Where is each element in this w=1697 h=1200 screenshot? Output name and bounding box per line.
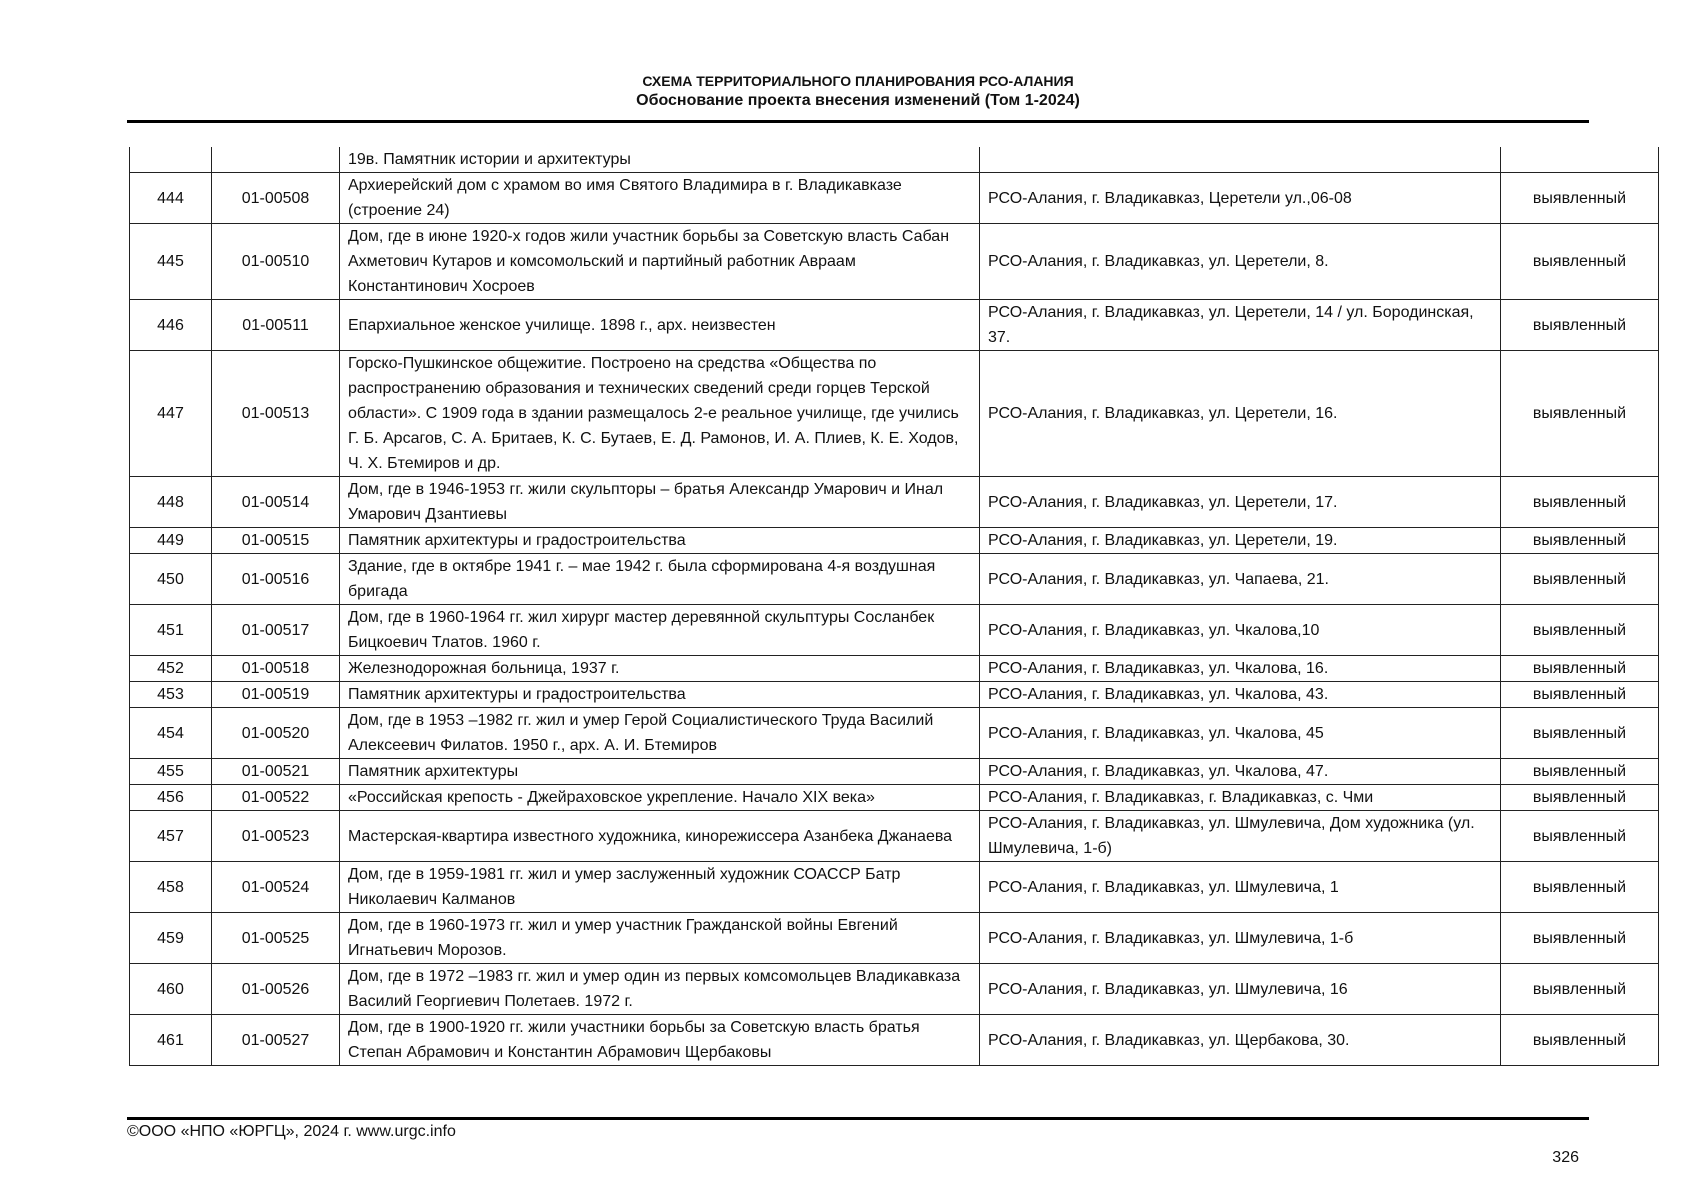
cell-number: 457 (130, 811, 212, 862)
cell-status: выявленный (1501, 759, 1659, 785)
cell-code: 01-00520 (212, 708, 340, 759)
cell-name: Архиерейский дом с храмом во имя Святого Владимира в г. Владикавказе (строение 24) (340, 173, 980, 224)
cell-number: 459 (130, 913, 212, 964)
cell-address: РСО-Алания, г. Владикавказ, ул. Чкалова, 16. (980, 656, 1501, 682)
cell-status: выявленный (1501, 224, 1659, 300)
cell-number: 449 (130, 528, 212, 554)
cell-name: Памятник архитектуры и градостроительства (340, 528, 980, 554)
cell-status: выявленный (1501, 913, 1659, 964)
table-row (130, 708, 1659, 759)
cell-number: 458 (130, 862, 212, 913)
cell-number: 446 (130, 300, 212, 351)
cell-code: 01-00515 (212, 528, 340, 554)
cell-code: 01-00521 (212, 759, 340, 785)
cell-name: «Российская крепость - Джейраховское укрепление. Начало XIX века» (340, 785, 980, 811)
cell-number: 452 (130, 656, 212, 682)
cell-code: 01-00516 (212, 554, 340, 605)
cell-address: РСО-Алания, г. Владикавказ, ул. Чкалова, 47. (980, 759, 1501, 785)
cell-code: 01-00513 (212, 351, 340, 477)
cell-status: выявленный (1501, 605, 1659, 656)
cell-number: 447 (130, 351, 212, 477)
cell-name: Железнодорожная больница, 1937 г. (340, 656, 980, 682)
cell-address: РСО-Алания, г. Владикавказ, ул. Щербакова, 30. (980, 1015, 1501, 1066)
cell-code: 01-00523 (212, 811, 340, 862)
table-row (130, 759, 1659, 785)
cell-name: Памятник архитектуры (340, 759, 980, 785)
cell-number: 456 (130, 785, 212, 811)
cell-code: 01-00510 (212, 224, 340, 300)
cell-status: выявленный (1501, 785, 1659, 811)
cell-status: выявленный (1501, 682, 1659, 708)
cell-number: 445 (130, 224, 212, 300)
cell-number: 448 (130, 477, 212, 528)
cell-address: РСО-Алания, г. Владикавказ, ул. Церетели, 8. (980, 224, 1501, 300)
cell-name: Дом, где в 1960-1964 гг. жил хирург мастер деревянной скульптуры Сосланбек Бицкоевич Тлатов. 1960 г. (340, 605, 980, 656)
table-row (130, 351, 1659, 477)
cell-name: Епархиальное женское училище. 1898 г., арх. неизвестен (340, 300, 980, 351)
cell-number: 455 (130, 759, 212, 785)
cell-address: РСО-Алания, г. Владикавказ, ул. Шмулевича, 16 (980, 964, 1501, 1015)
cell-code: 01-00508 (212, 173, 340, 224)
table-row (130, 785, 1659, 811)
cell-code: 01-00518 (212, 656, 340, 682)
table-row-continued (130, 147, 1659, 173)
table-row (130, 173, 1659, 224)
cell-status: выявленный (1501, 477, 1659, 528)
cell-address: РСО-Алания, г. Владикавказ, ул. Чкалова,10 (980, 605, 1501, 656)
cell-status: выявленный (1501, 528, 1659, 554)
cell-number (130, 147, 212, 173)
cell-address: РСО-Алания, г. Владикавказ, Церетели ул.,06-08 (980, 173, 1501, 224)
footer-divider (127, 1117, 1589, 1120)
cell-status: выявленный (1501, 964, 1659, 1015)
table-row (130, 224, 1659, 300)
cell-number: 453 (130, 682, 212, 708)
table-row (130, 605, 1659, 656)
cell-address: РСО-Алания, г. Владикавказ, ул. Церетели, 16. (980, 351, 1501, 477)
cell-address: РСО-Алания, г. Владикавказ, ул. Чкалова, 45 (980, 708, 1501, 759)
cell-status: выявленный (1501, 656, 1659, 682)
monuments-table (129, 147, 1659, 1066)
cell-address: РСО-Алания, г. Владикавказ, г. Владикавказ, с. Чми (980, 785, 1501, 811)
table-row (130, 1015, 1659, 1066)
cell-code: 01-00514 (212, 477, 340, 528)
document-subtitle: Обоснование проекта внесения изменений (Том 1-2024) (636, 92, 1080, 109)
cell-code: 01-00525 (212, 913, 340, 964)
cell-code: 01-00524 (212, 862, 340, 913)
table-row (130, 964, 1659, 1015)
table-row (130, 862, 1659, 913)
cell-name: Дом, где в 1900-1920 гг. жили участники борьбы за Советскую власть братья Степан Абрамович и Константин Абрамович Щербаковы (340, 1015, 980, 1066)
cell-address: РСО-Алания, г. Владикавказ, ул. Церетели, 17. (980, 477, 1501, 528)
cell-name: Здание, где в октябре 1941 г. – мае 1942 г. была сформирована 4-я воздушная бригада (340, 554, 980, 605)
cell-status: выявленный (1501, 811, 1659, 862)
cell-address: РСО-Алания, г. Владикавказ, ул. Шмулевича, 1 (980, 862, 1501, 913)
cell-name: Мастерская-квартира известного художника, кинорежиссера Азанбека Джанаева (340, 811, 980, 862)
cell-name: Дом, где в 1960-1973 гг. жил и умер участник Гражданской войны Евгений Игнатьевич Морозов. (340, 913, 980, 964)
cell-number: 444 (130, 173, 212, 224)
cell-name: Дом, где в 1946-1953 гг. жили скульпторы – братья Александр Умарович и Инал Умарович Дзантиевы (340, 477, 980, 528)
table-row (130, 682, 1659, 708)
table-row (130, 913, 1659, 964)
table-row (130, 656, 1659, 682)
cell-number: 450 (130, 554, 212, 605)
cell-status: выявленный (1501, 708, 1659, 759)
cell-status: выявленный (1501, 554, 1659, 605)
table-row (130, 554, 1659, 605)
cell-name: Дом, где в июне 1920-х годов жили участник борьбы за Советскую власть Сабан Ахметович Кутаров и комсомольский и партийный работник Авраам Константинович Хосроев (340, 224, 980, 300)
cell-name: Дом, где в 1972 –1983 гг. жил и умер один из первых комсомольцев Владикавказа Василий Георгиевич Полетаев. 1972 г. (340, 964, 980, 1015)
cell-name: Дом, где в 1953 –1982 гг. жил и умер Герой Социалистического Труда Василий Алексеевич Филатов. 1950 г., арх. А. И. Бтемиров (340, 708, 980, 759)
cell-status: выявленный (1501, 862, 1659, 913)
table-row (130, 528, 1659, 554)
cell-code: 01-00526 (212, 964, 340, 1015)
cell-code (212, 147, 340, 173)
cell-address: РСО-Алания, г. Владикавказ, ул. Шмулевича, Дом художника (ул. Шмулевича, 1-б) (980, 811, 1501, 862)
cell-status: выявленный (1501, 351, 1659, 477)
cell-address: РСО-Алания, г. Владикавказ, ул. Церетели, 14 / ул. Бородинская, 37. (980, 300, 1501, 351)
cell-name: Дом, где в 1959-1981 гг. жил и умер заслуженный художник СОАССР Батр Николаевич Калманов (340, 862, 980, 913)
cell-status: выявленный (1501, 300, 1659, 351)
cell-number: 460 (130, 964, 212, 1015)
cell-code: 01-00522 (212, 785, 340, 811)
cell-address (980, 147, 1501, 173)
document-title: СХЕМА ТЕРРИТОРИАЛЬНОГО ПЛАНИРОВАНИЯ РСО-АЛАНИЯ (642, 73, 1074, 89)
cell-name: 19в. Памятник истории и архитектуры (340, 147, 980, 173)
cell-number: 454 (130, 708, 212, 759)
cell-code: 01-00519 (212, 682, 340, 708)
cell-code: 01-00527 (212, 1015, 340, 1066)
cell-address: РСО-Алания, г. Владикавказ, ул. Чапаева, 21. (980, 554, 1501, 605)
cell-status (1501, 147, 1659, 173)
table-row (130, 300, 1659, 351)
page-number: 326 (1552, 1149, 1579, 1166)
cell-number: 461 (130, 1015, 212, 1066)
cell-address: РСО-Алания, г. Владикавказ, ул. Шмулевича, 1-б (980, 913, 1501, 964)
page-header (127, 72, 1589, 112)
cell-name: Памятник архитектуры и градостроительства (340, 682, 980, 708)
cell-code: 01-00511 (212, 300, 340, 351)
cell-name: Горско-Пушкинское общежитие. Построено на средства «Общества по распространению образования и технических сведений среди горцев Терской области». С 1909 года в здании размещалось 2-е реальное училище, где учились Г. Б. Арсагов, С. А. Бритаев, К. С. Бутаев, Е. Д. Рамонов, И. А. Плиев, К. Е. Ходов, Ч. Х. Бтемиров и др. (340, 351, 980, 477)
table-row (130, 811, 1659, 862)
header-divider (127, 120, 1589, 123)
cell-code: 01-00517 (212, 605, 340, 656)
cell-address: РСО-Алания, г. Владикавказ, ул. Чкалова, 43. (980, 682, 1501, 708)
cell-status: выявленный (1501, 173, 1659, 224)
table-row (130, 477, 1659, 528)
cell-status: выявленный (1501, 1015, 1659, 1066)
cell-number: 451 (130, 605, 212, 656)
cell-address: РСО-Алания, г. Владикавказ, ул. Церетели, 19. (980, 528, 1501, 554)
copyright-text: ©ООО «НПО «ЮРГЦ», 2024 г. www.urgc.info (127, 1123, 456, 1140)
